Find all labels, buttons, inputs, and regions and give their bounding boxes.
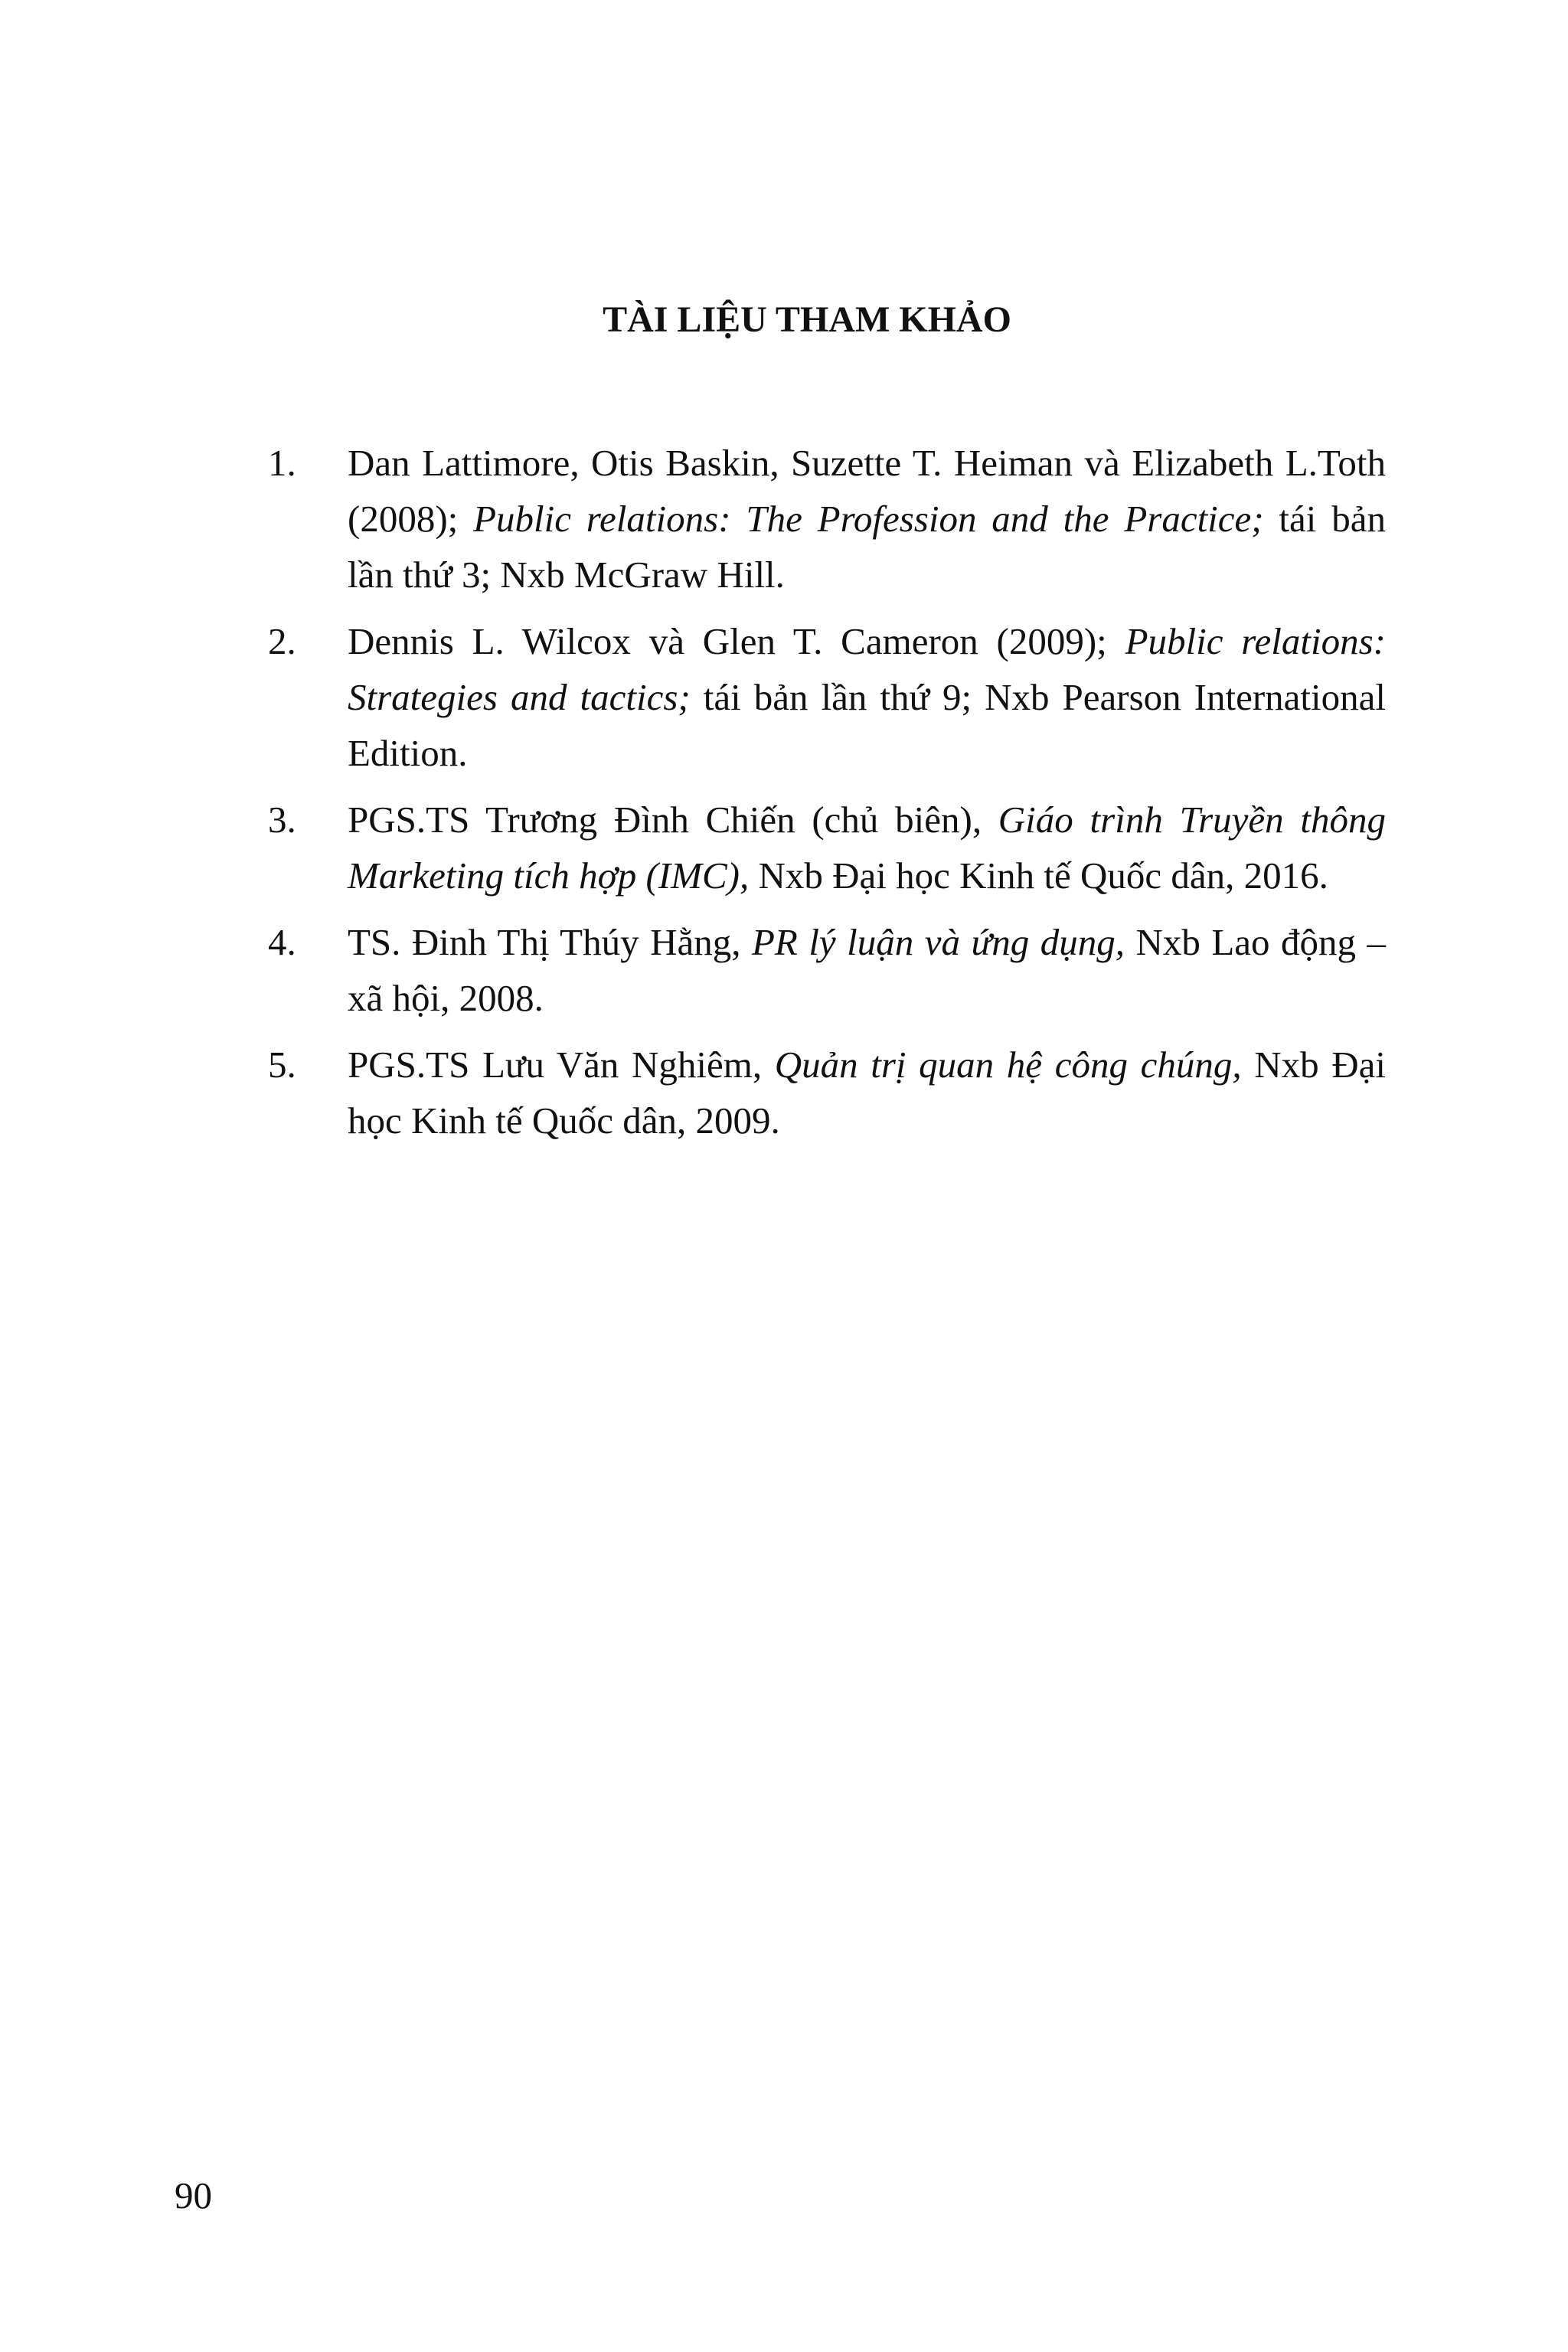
reference-segment: PGS.TS Lưu Văn Nghiêm, [348, 1044, 775, 1086]
reference-segment: TS. Đinh Thị Thúy Hằng, [348, 921, 752, 963]
reference-text [348, 613, 1386, 781]
reference-text [348, 435, 1386, 603]
reference-title: Public relations: Strategies and tactics; [348, 620, 1386, 718]
reference-segment: Dennis L. Wilcox và Glen T. Cameron (2009); [348, 620, 1125, 662]
reference-segment: PGS.TS Trương Đình Chiến (chủ biên), [348, 799, 998, 841]
reference-list [268, 435, 1386, 1159]
reference-title: Quản trị quan hệ công chúng, [774, 1044, 1242, 1086]
reference-number: 3. [268, 799, 296, 841]
reference-number: 4. [268, 921, 296, 963]
reference-item [268, 914, 1386, 1026]
page-title: TÀI LIỆU THAM KHẢO [603, 299, 1011, 340]
reference-text [348, 1037, 1386, 1148]
reference-title: Giáo trình Truyền thông Marketing tích hợp (IMC), [348, 799, 1386, 897]
reference-item [268, 435, 1386, 603]
reference-number: 2. [268, 620, 296, 662]
reference-segment: Dan Lattimore, Otis Baskin, Suzette T. Heiman và Elizabeth L.Toth (2008); [348, 442, 1386, 540]
reference-segment: tái bản lần thứ 9; Nxb Pearson International Edition. [348, 676, 1386, 774]
reference-segment: tái bản lần thứ 3; Nxb McGraw Hill. [348, 498, 1386, 596]
reference-segment: Nxb Đại học Kinh tế Quốc dân, 2009. [348, 1044, 1386, 1142]
reference-title: PR lý luận và ứng dụng, [751, 921, 1125, 963]
reference-text [348, 914, 1386, 1026]
reference-item [268, 792, 1386, 903]
reference-number: 5. [268, 1044, 296, 1086]
reference-title: Public relations: The Profession and the Practice; [473, 498, 1264, 540]
reference-segment: Nxb Đại học Kinh tế Quốc dân, 2016. [749, 854, 1328, 897]
page-number: 90 [175, 2174, 212, 2216]
reference-item [268, 613, 1386, 781]
reference-text [348, 792, 1386, 903]
reference-number: 1. [268, 442, 296, 484]
reference-item [268, 1037, 1386, 1148]
reference-segment: Nxb Lao động – xã hội, 2008. [348, 921, 1387, 1019]
